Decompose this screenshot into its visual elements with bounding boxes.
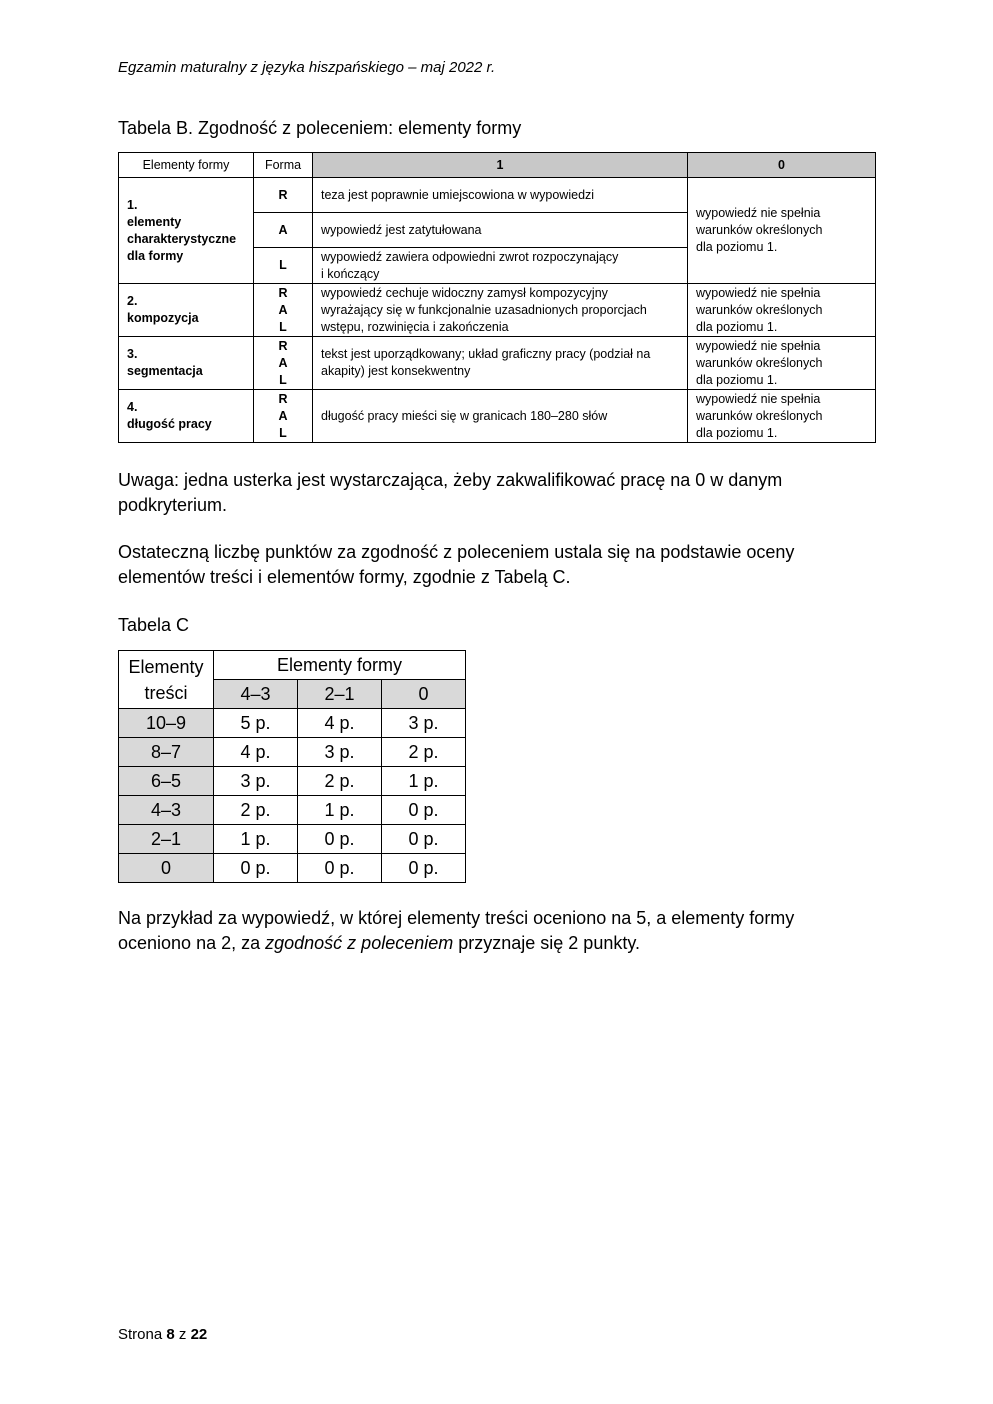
page-header: Egzamin maturalny z języka hiszpańskiego – maj 2022 r. bbox=[118, 59, 496, 76]
forma-cell bbox=[254, 337, 313, 390]
header-score-0: 0 bbox=[688, 153, 876, 178]
description-cell: długość pracy mieści się w granicach 180–280 słów bbox=[313, 390, 688, 443]
col-header: 0 bbox=[382, 680, 466, 709]
corner-header bbox=[119, 651, 214, 709]
score-cell: 3 p. bbox=[382, 709, 466, 738]
table-row bbox=[119, 178, 876, 213]
description-cell bbox=[313, 248, 688, 284]
table-row bbox=[119, 738, 466, 767]
forma-letter: A bbox=[278, 355, 288, 370]
page-number: 8 bbox=[166, 1326, 175, 1343]
criterion-label: elementy bbox=[127, 214, 182, 229]
row-header: 6–5 bbox=[119, 767, 214, 796]
criterion-label: długość pracy bbox=[127, 417, 212, 431]
criterion-number: 3. bbox=[127, 347, 138, 361]
criterion-4 bbox=[119, 390, 254, 443]
zero-text: dla poziomu 1. bbox=[696, 240, 778, 254]
description-cell bbox=[313, 337, 688, 390]
criterion-number: 4. bbox=[127, 400, 138, 414]
note-line: Ostateczną liczbę punktów za zgodność z poleceniem ustala się na podstawie oceny bbox=[118, 542, 795, 562]
zero-text: warunków określonych bbox=[696, 355, 823, 370]
description-text: tekst jest uporządkowany; układ graficzny pracy (podział na bbox=[321, 347, 651, 361]
description-cell: teza jest poprawnie umiejscowiona w wypowiedzi bbox=[313, 178, 688, 213]
forma-cell bbox=[254, 284, 313, 337]
forma-cell: A bbox=[254, 213, 313, 248]
criterion-label: charakterystyczne bbox=[127, 231, 237, 246]
forma-letter: L bbox=[279, 372, 287, 387]
description-text: wypowiedź cechuje widoczny zamysł kompozycyjny bbox=[321, 285, 608, 300]
zero-text: wypowiedź nie spełnia bbox=[696, 391, 821, 406]
criterion-number: 2. bbox=[127, 294, 138, 308]
table-row bbox=[119, 796, 466, 825]
footer-text: z bbox=[174, 1326, 191, 1343]
corner-line: Elementy bbox=[128, 656, 204, 677]
zero-cell bbox=[688, 178, 876, 284]
table-b-caption: Tabela B. Zgodność z poleceniem: elementy formy bbox=[118, 118, 522, 138]
criterion-1 bbox=[119, 178, 254, 284]
forma-letter: R bbox=[278, 338, 288, 353]
forma-letter: A bbox=[278, 408, 288, 423]
zero-cell bbox=[688, 284, 876, 337]
forma-letter: R bbox=[278, 285, 288, 300]
table-row bbox=[119, 337, 876, 390]
zero-text: wypowiedź nie spełnia bbox=[696, 285, 821, 300]
row-header: 10–9 bbox=[119, 709, 214, 738]
description-text: i kończący bbox=[321, 266, 380, 281]
score-cell: 4 p. bbox=[298, 709, 382, 738]
corner-line: treści bbox=[144, 682, 188, 703]
forma-cell: R bbox=[254, 178, 313, 213]
row-header: 4–3 bbox=[119, 796, 214, 825]
description-cell bbox=[313, 284, 688, 337]
criterion-label: kompozycja bbox=[127, 311, 199, 325]
table-row bbox=[119, 709, 466, 738]
header-forma: Forma bbox=[254, 153, 313, 178]
table-c-header-row bbox=[119, 651, 466, 680]
header-elementy-formy: Elementy formy bbox=[119, 153, 254, 178]
score-cell: 0 p. bbox=[382, 854, 466, 883]
score-cell: 5 p. bbox=[214, 709, 298, 738]
note-line: elementów treści i elementów formy, zgodnie z Tabelą C. bbox=[118, 567, 571, 587]
page-total: 22 bbox=[190, 1326, 208, 1343]
zero-cell bbox=[688, 390, 876, 443]
note-uwaga bbox=[118, 468, 838, 518]
note-text: przyznaje się 2 punkty. bbox=[453, 933, 641, 953]
zero-text: warunków określonych bbox=[696, 302, 823, 317]
score-cell: 0 p. bbox=[214, 854, 298, 883]
description-text: wstępu, rozwinięcia i zakończenia bbox=[321, 319, 509, 334]
score-cell: 3 p. bbox=[214, 767, 298, 796]
description-cell: wypowiedź jest zatytułowana bbox=[313, 213, 688, 248]
table-row bbox=[119, 284, 876, 337]
note-line bbox=[118, 931, 838, 956]
score-cell: 2 p. bbox=[298, 767, 382, 796]
note-text: oceniono na 2, za bbox=[118, 933, 266, 953]
col-header: 4–3 bbox=[214, 680, 298, 709]
table-c bbox=[118, 650, 466, 883]
note-line: Na przykład za wypowiedź, w której elementy treści oceniono na 5, a elementy formy bbox=[118, 908, 795, 928]
score-cell: 1 p. bbox=[214, 825, 298, 854]
zero-text: warunków określonych bbox=[696, 223, 823, 237]
table-row bbox=[119, 825, 466, 854]
table-b bbox=[118, 152, 876, 443]
zero-text: wypowiedź nie spełnia bbox=[696, 338, 821, 353]
note-line: Uwaga: jedna usterka jest wystarczająca, żeby zakwalifikować pracę na 0 w danym bbox=[118, 470, 783, 490]
score-cell: 0 p. bbox=[382, 825, 466, 854]
zero-text: dla poziomu 1. bbox=[696, 319, 778, 334]
score-cell: 4 p. bbox=[214, 738, 298, 767]
row-header: 0 bbox=[119, 854, 214, 883]
note-emphasis: zgodność z poleceniem bbox=[265, 933, 454, 953]
table-row bbox=[119, 767, 466, 796]
description-text: wyrażający się w funkcjonalnie uzasadnionych proporcjach bbox=[321, 302, 647, 317]
table-row bbox=[119, 390, 876, 443]
note-ostateczna bbox=[118, 540, 838, 590]
score-cell: 0 p. bbox=[298, 854, 382, 883]
criterion-label: segmentacja bbox=[127, 364, 203, 378]
forma-letter: L bbox=[279, 319, 287, 334]
score-cell: 0 p. bbox=[382, 796, 466, 825]
zero-text: wypowiedź nie spełnia bbox=[696, 206, 821, 220]
table-b-header-row bbox=[119, 153, 876, 178]
score-cell: 1 p. bbox=[382, 767, 466, 796]
criterion-2 bbox=[119, 284, 254, 337]
zero-text: dla poziomu 1. bbox=[696, 425, 778, 440]
forma-letter: R bbox=[278, 391, 288, 406]
row-header: 8–7 bbox=[119, 738, 214, 767]
note-przyklad bbox=[118, 906, 838, 956]
score-cell: 2 p. bbox=[214, 796, 298, 825]
col-header: 2–1 bbox=[298, 680, 382, 709]
note-line: podkryterium. bbox=[118, 495, 228, 515]
score-cell: 1 p. bbox=[298, 796, 382, 825]
criterion-label: dla formy bbox=[127, 248, 184, 263]
score-cell: 0 p. bbox=[298, 825, 382, 854]
score-cell: 3 p. bbox=[298, 738, 382, 767]
zero-cell bbox=[688, 337, 876, 390]
forma-letter: L bbox=[279, 425, 287, 440]
zero-text: warunków określonych bbox=[696, 408, 823, 423]
criterion-3 bbox=[119, 337, 254, 390]
criterion-number: 1. bbox=[127, 197, 138, 212]
table-c-caption: Tabela C bbox=[118, 615, 190, 635]
description-text: akapity) jest konsekwentny bbox=[321, 364, 471, 378]
zero-text: dla poziomu 1. bbox=[696, 372, 778, 387]
description-text: wypowiedź zawiera odpowiedni zwrot rozpoczynający bbox=[321, 249, 619, 264]
row-header: 2–1 bbox=[119, 825, 214, 854]
score-cell: 2 p. bbox=[382, 738, 466, 767]
forma-cell bbox=[254, 390, 313, 443]
top-header: Elementy formy bbox=[214, 651, 466, 680]
table-row bbox=[119, 854, 466, 883]
forma-letter: A bbox=[278, 302, 288, 317]
forma-cell: L bbox=[254, 248, 313, 284]
header-score-1: 1 bbox=[313, 153, 688, 178]
footer-text: Strona bbox=[118, 1326, 167, 1343]
page-footer bbox=[118, 1326, 207, 1343]
